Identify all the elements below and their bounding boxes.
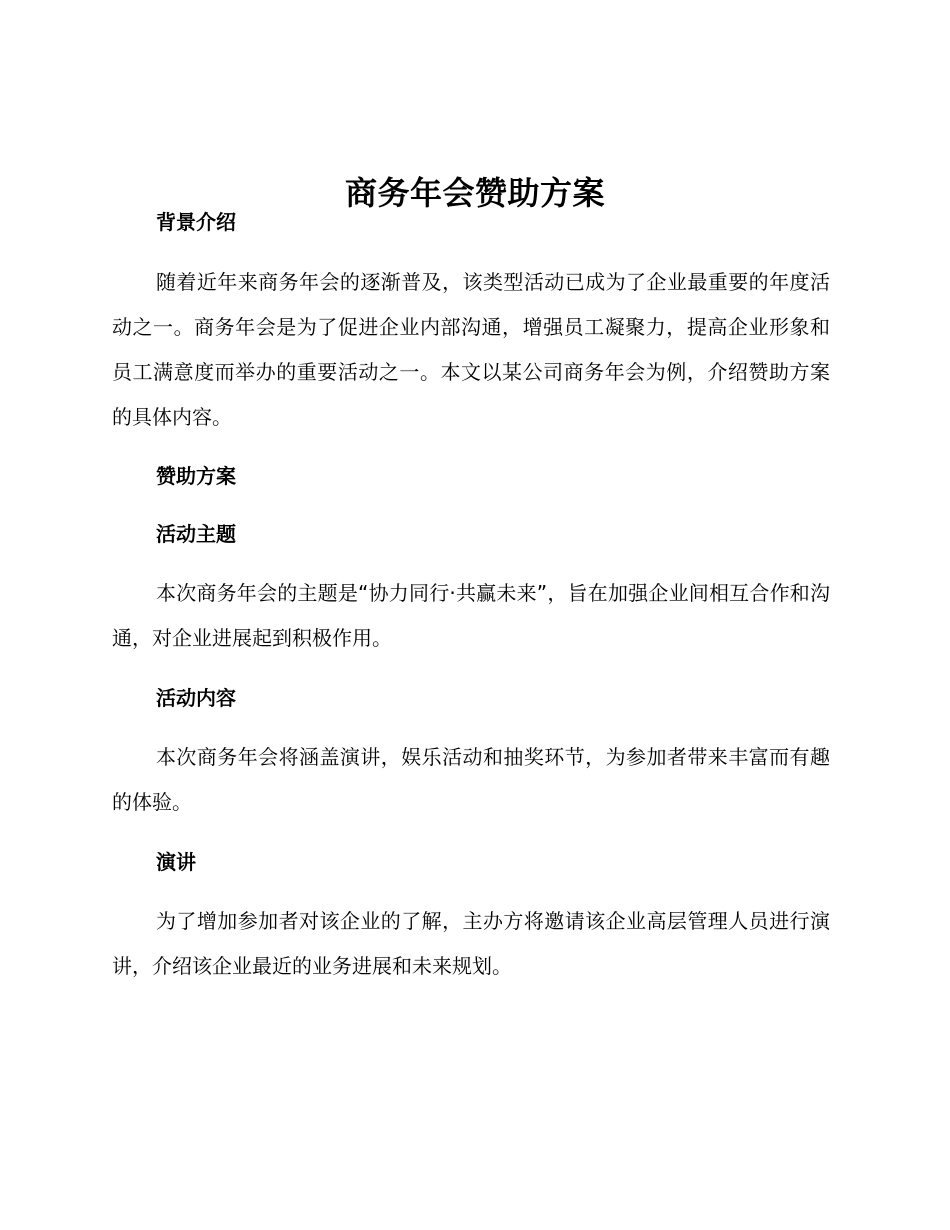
section-text-speech: 为了增加参加者对该企业的了解，主办方将邀请该企业高层管理人员进行演讲，介绍该企业最近的业务进展和未来规划。: [112, 909, 830, 978]
section-heading-content: 活动内容: [156, 686, 236, 710]
section-heading-background: 背景介绍: [156, 210, 236, 234]
section-text-theme: 本次商务年会的主题是“协力同行·共赢未来”，旨在加强企业间相互合作和沟通，对企业进展起到积极作用。: [112, 581, 830, 650]
document-body: [112, 206, 830, 989]
section-heading-theme: 活动主题: [156, 522, 236, 546]
section-text-background: 随着近年来商务年会的逐渐普及，该类型活动已成为了企业最重要的年度活动之一。商务年会是为了促进企业内部沟通，增强员工凝聚力，提高企业形象和员工满意度而举办的重要活动之一。本文以某公司商务年会为例，介绍赞助方案的具体内容。: [112, 270, 830, 429]
section-heading-speech: 演讲: [156, 850, 196, 874]
section-heading-plan: 赞助方案: [156, 464, 236, 488]
page-title: 商务年会赞助方案: [344, 174, 605, 213]
section-text-content: 本次商务年会将涵盖演讲，娱乐活动和抽奖环节，为参加者带来丰富而有趣的体验。: [112, 745, 830, 814]
